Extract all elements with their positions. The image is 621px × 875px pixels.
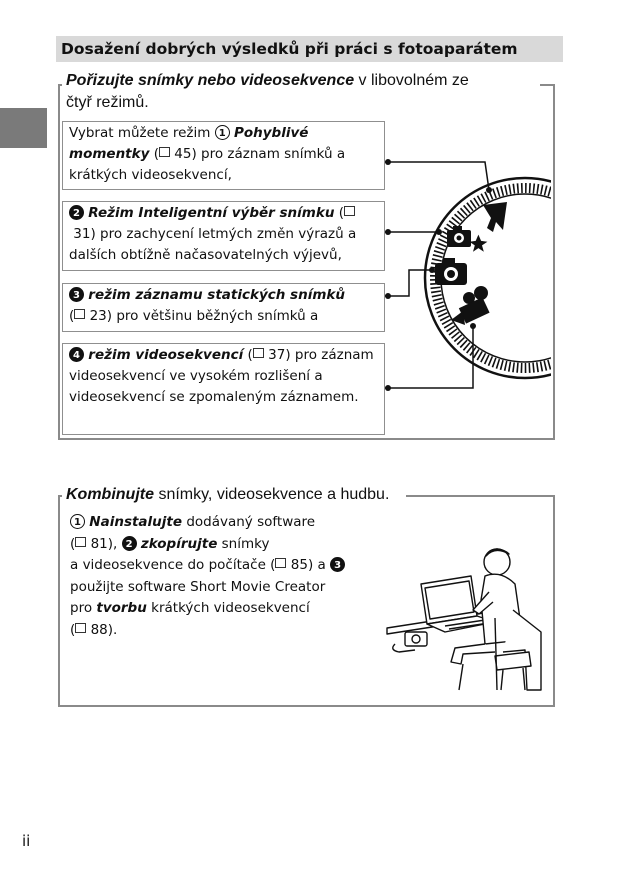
step-number-2: 2 [69,205,84,220]
book-icon [74,309,85,319]
book-icon [253,348,264,358]
book-icon [344,206,355,216]
step-number-3: 3 [69,287,84,302]
mode3-box: 3 režim záznamu statických snímků ( 23) pro většinu běžných snímků a [62,283,385,332]
mode2-box: 2 Režim Inteligentní výběr snímku ( 31) pro zachycení letmých změn výrazů a dalších obtížně načasovatelných výjevů, [62,201,385,271]
book-icon [159,147,170,157]
mode-dial-illustration [385,150,553,440]
person-at-laptop-illustration [385,540,545,692]
step-number-1: 1 [70,514,85,529]
modes-heading: Pořizujte snímky nebo videosekvence v libovolném ze čtyř režimů. [62,70,540,114]
combine-heading: Kombinujte snímky, videosekvence a hudbu. [62,484,393,506]
step-number-1: 1 [215,125,230,140]
step-number-3: 3 [330,557,345,572]
step-number-2: 2 [122,536,137,551]
book-icon [75,623,86,633]
mode1-box: Vybrat můžete režim 1 Pohyblivé momentky ( 45) pro záznam snímků a krátkých videosekvencí, [62,121,385,190]
combine-instructions: 1 Nainstalujte dodávaný software ( 81), 2 zkopírujte snímky a videosekvence do počítače ( 85) a 3 použijte software Short Movie Creator pro tvorbu krátkých videosekvencí ( 88). [70,512,380,641]
book-icon [275,558,286,568]
mode4-box: 4 režim videosekvencí ( 37) pro záznam videosekvencí ve vysokém rozlišení a videosekvencí se zpomaleným záznamem. [62,343,385,435]
book-icon [75,537,86,547]
step-number-4: 4 [69,347,84,362]
section-tab-marker [0,108,47,148]
page-number: ii [22,832,31,850]
page-title: Dosažení dobrých výsledků při práci s fotoaparátem [56,36,563,62]
